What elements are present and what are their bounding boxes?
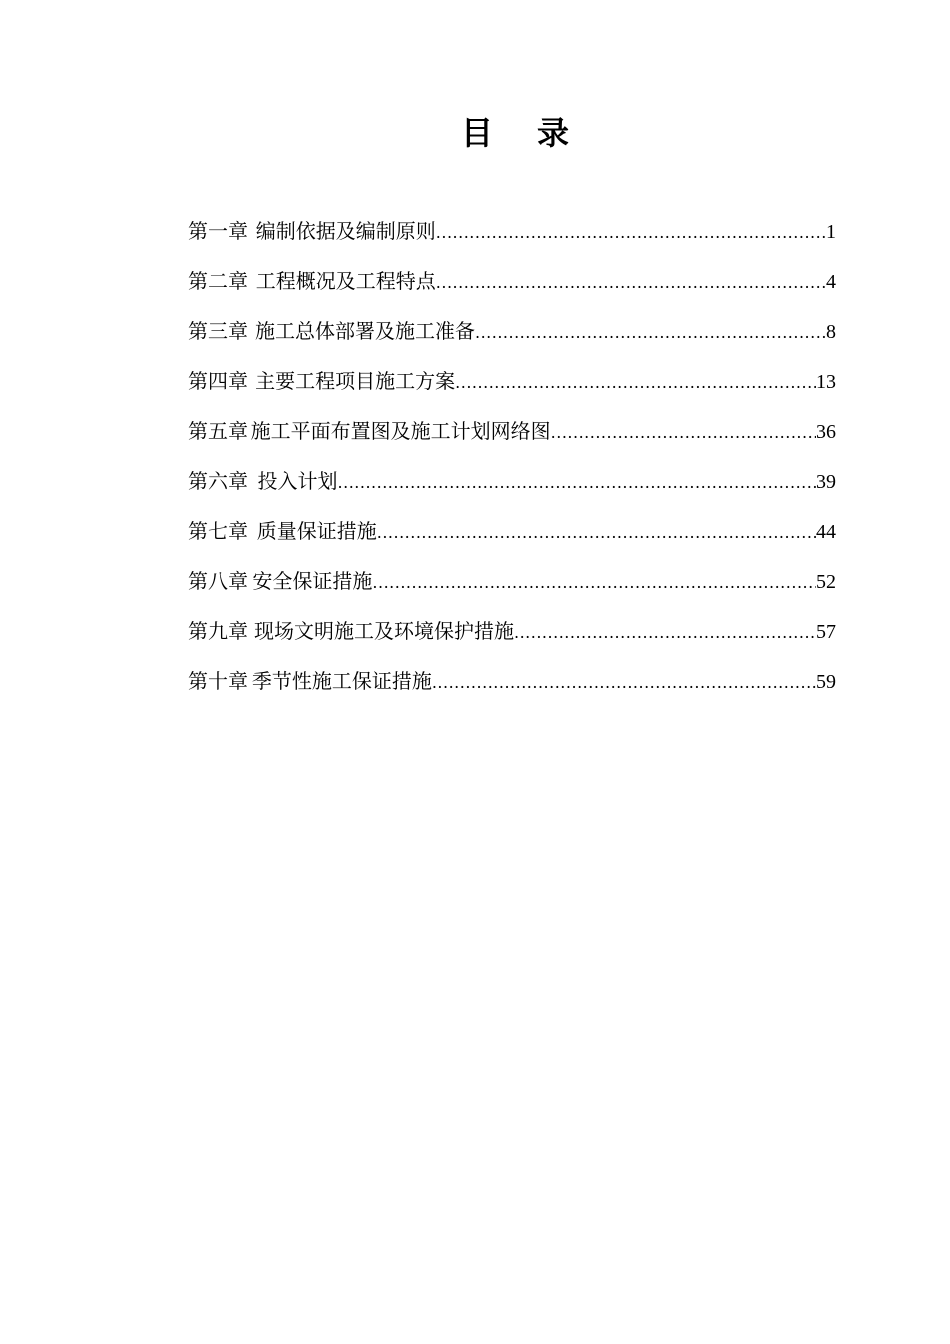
- toc-chapter-label: 第三章: [188, 319, 248, 343]
- toc-dot-leader: [338, 464, 816, 502]
- toc-entry-8[interactable]: [188, 562, 836, 612]
- toc-page-number: 52: [816, 571, 836, 593]
- title-char-2: 录: [537, 114, 570, 152]
- toc-dot-leader: [455, 364, 816, 402]
- toc-page-number: 44: [816, 521, 836, 543]
- toc-entry-title: 安全保证措施: [252, 569, 373, 593]
- toc-dot-leader: [436, 214, 826, 252]
- toc-entry-2[interactable]: [188, 262, 836, 312]
- toc-chapter-label: 第七章: [188, 519, 248, 543]
- toc-chapter-label: 第二章: [188, 269, 248, 293]
- toc-dot-leader: [514, 614, 816, 652]
- toc-page-number: 1: [826, 221, 836, 243]
- toc-chapter-label: 第五章: [188, 419, 248, 443]
- toc-page-number: 13: [816, 371, 836, 393]
- toc-dot-leader: [436, 264, 826, 302]
- toc-page-number: 8: [826, 321, 836, 343]
- toc-page-number: 59: [816, 671, 836, 693]
- toc-entry-7[interactable]: [188, 512, 836, 562]
- toc-chapter-label: 第八章: [188, 569, 248, 593]
- toc-chapter-label: 第十章: [188, 669, 248, 693]
- page-title: [0, 108, 950, 154]
- toc-page-number: 36: [816, 421, 836, 443]
- toc-page-number: 57: [816, 621, 836, 643]
- toc-dot-leader: [551, 414, 816, 452]
- toc-dot-leader: [432, 664, 816, 702]
- title-char-1: 目: [460, 114, 493, 152]
- toc-entry-3[interactable]: [188, 312, 836, 362]
- toc-page-number: 4: [826, 271, 836, 293]
- toc-entry-title: 施工总体部署及施工准备: [254, 319, 475, 343]
- toc-entry-6[interactable]: [188, 462, 836, 512]
- toc-entry-title: 投入计划: [257, 469, 338, 493]
- toc-dot-leader: [377, 514, 816, 552]
- toc-dot-leader: [475, 314, 826, 352]
- toc-entry-10[interactable]: [188, 662, 836, 712]
- toc-entry-title: 质量保证措施: [256, 519, 377, 543]
- toc-entry-5[interactable]: [188, 412, 836, 462]
- toc-chapter-label: 第一章: [188, 219, 248, 243]
- toc-chapter-label: 第六章: [188, 469, 248, 493]
- table-of-contents: [188, 212, 836, 712]
- toc-chapter-label: 第九章: [188, 619, 248, 643]
- toc-entry-title: 工程概况及工程特点: [255, 269, 436, 293]
- toc-page-number: 39: [816, 471, 836, 493]
- toc-entry-title: 现场文明施工及环境保护措施: [254, 619, 514, 643]
- toc-entry-9[interactable]: [188, 612, 836, 662]
- toc-entry-1[interactable]: [188, 212, 836, 262]
- toc-entry-4[interactable]: [188, 362, 836, 412]
- toc-entry-title: 施工平面布置图及施工计划网络图: [250, 419, 551, 443]
- toc-dot-leader: [372, 564, 816, 602]
- toc-entry-title: 主要工程项目施工方案: [255, 369, 456, 393]
- toc-entry-title: 编制依据及编制原则: [255, 219, 436, 243]
- toc-entry-title: 季节性施工保证措施: [251, 669, 432, 693]
- toc-chapter-label: 第四章: [188, 369, 248, 393]
